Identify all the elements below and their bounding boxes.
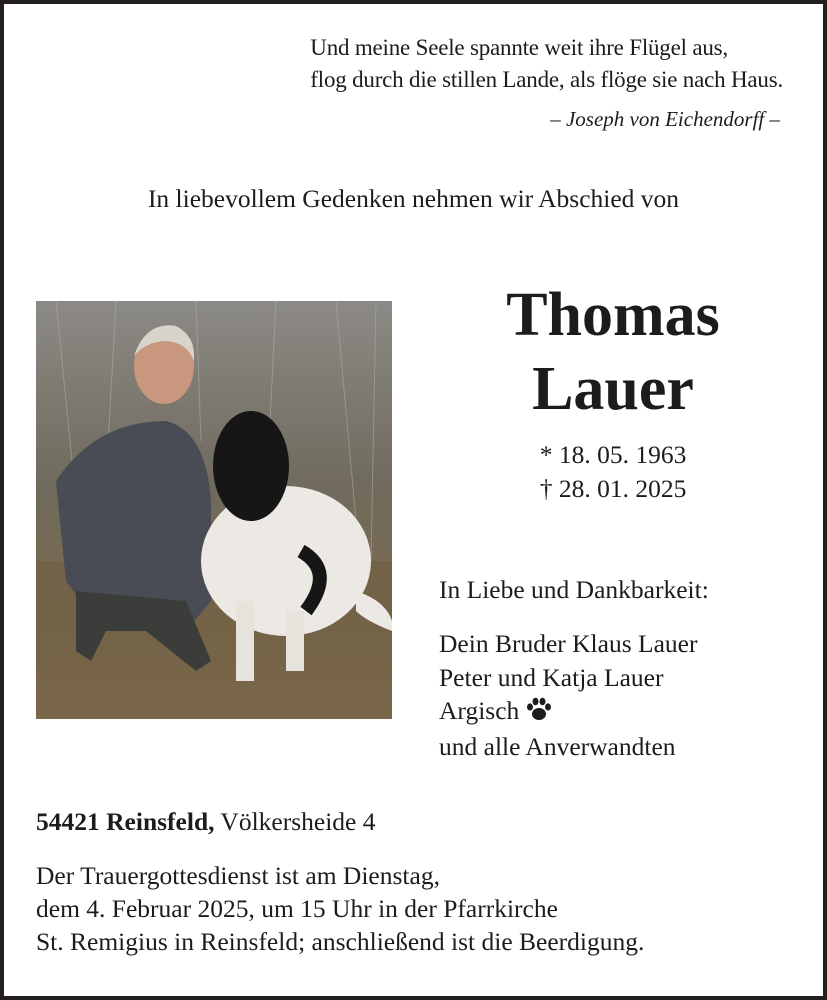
- death-date: † 28. 01. 2025: [539, 474, 687, 503]
- mourner-name: Argisch: [439, 696, 520, 725]
- deceased-name: [430, 278, 796, 426]
- mourners-list: [439, 627, 697, 763]
- service-line: Der Trauergottesdienst ist am Dienstag,: [36, 861, 440, 890]
- mourners-heading: In Liebe und Dankbarkeit:: [439, 575, 709, 604]
- poem-quote: [310, 32, 783, 96]
- last-name: Lauer: [532, 355, 694, 423]
- mourner-line: Dein Bruder Klaus Lauer: [439, 629, 698, 658]
- address: [36, 807, 376, 837]
- mourner-line-dog: [439, 694, 697, 730]
- quote-attribution: – Joseph von Eichendorff –: [550, 107, 780, 131]
- quote-line: Und meine Seele spannte weit ihre Flügel aus,: [310, 35, 728, 60]
- portrait-photo: [36, 301, 392, 719]
- service-line: St. Remigius in Reinsfeld; anschließend ist die Beerdigung.: [36, 927, 645, 956]
- paw-icon: [526, 696, 552, 730]
- service-line: dem 4. Februar 2025, um 15 Uhr in der Pfarrkirche: [36, 894, 558, 923]
- intro-text: In liebevollem Gedenken nehmen wir Abschied von: [147, 184, 680, 213]
- birth-date: * 18. 05. 1963: [539, 440, 687, 469]
- first-name: Thomas: [506, 281, 720, 349]
- service-info: [36, 859, 644, 958]
- mourner-line: Peter und Katja Lauer: [439, 662, 664, 692]
- address-street: Völkersheide 4: [220, 807, 376, 836]
- quote-line: flog durch die stillen Lande, als flöge sie nach Haus.: [310, 67, 783, 92]
- mourner-line: und alle Anverwandten: [439, 731, 676, 761]
- life-dates: [430, 438, 796, 506]
- address-city: 54421 Reinsfeld,: [36, 807, 215, 836]
